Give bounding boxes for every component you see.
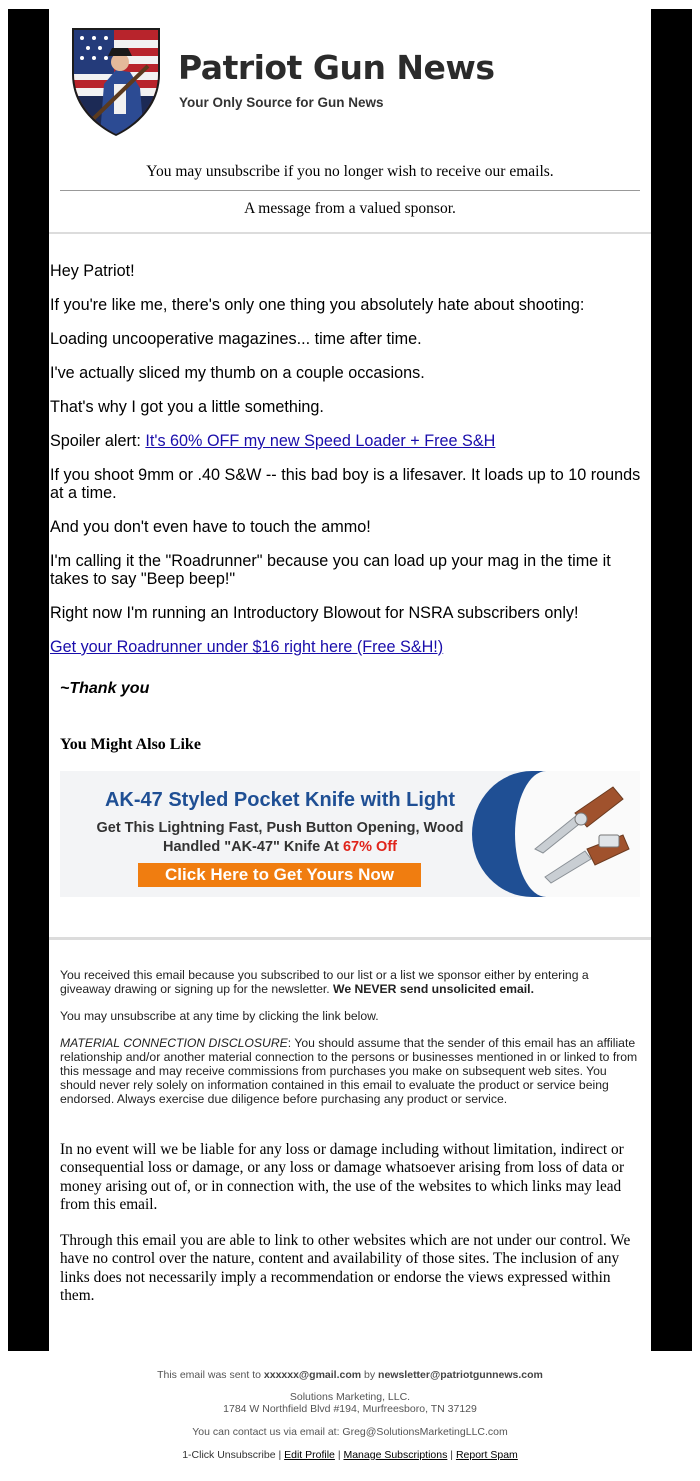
sent-prefix: This email was sent to bbox=[157, 1369, 264, 1381]
roadrunner-cta-link[interactable]: Get your Roadrunner under $16 right here (Free S&H!) bbox=[50, 638, 444, 656]
sponsor-notice: A message from a valued sponsor. bbox=[244, 200, 456, 217]
paragraph: I'm calling it the "Roadrunner" because you can load up your mag in the time it takes to say "Beep beep!" bbox=[50, 552, 611, 588]
paragraph: Loading uncooperative magazines... time after time. bbox=[50, 330, 422, 348]
banner-subtitle bbox=[60, 819, 500, 857]
banner-line-2 bbox=[60, 838, 500, 857]
separator: | bbox=[447, 1449, 456, 1461]
knife-product-icon bbox=[515, 777, 640, 892]
paragraph bbox=[50, 638, 650, 656]
patriot-shield-logo bbox=[70, 26, 162, 138]
banner-line-2-text: Handled "AK-47" Knife At bbox=[163, 839, 343, 855]
manage-subscriptions-link[interactable]: Manage Subscriptions bbox=[343, 1449, 448, 1461]
brand-tagline: Your Only Source for Gun News bbox=[179, 95, 384, 110]
disclosure bbox=[60, 1036, 642, 1106]
you-might-also-like-heading: You Might Also Like bbox=[60, 736, 201, 753]
banner-line-1: Get This Lightning Fast, Push Button Opening, Wood bbox=[96, 820, 464, 836]
header-divider bbox=[60, 190, 640, 191]
banner-discount: 67% Off bbox=[342, 839, 397, 855]
greeting: Hey Patriot! bbox=[50, 262, 135, 280]
banner-cta-button[interactable]: Click Here to Get Yours Now bbox=[138, 863, 421, 887]
received-notice bbox=[60, 968, 642, 996]
never-unsolicited: We NEVER send unsolicited email. bbox=[333, 982, 534, 996]
brand-title: Patriot Gun News bbox=[178, 48, 495, 87]
external-links-paragraph: Through this email you are able to link to other websites which are not under our control. We have no control over the nature, content and availability of those sites. The inclusion of any links does not necessarily imply a recommendation or endorse the views expressed within them. bbox=[60, 1232, 631, 1305]
knife-promo-banner[interactable] bbox=[60, 771, 640, 897]
legal-text bbox=[60, 1141, 642, 1323]
liability-paragraph: In no event will we be liable for any loss or damage including without limitation, indirect or consequential loss or damage, or any loss or damage whatsoever arising from loss of data or money arising out of, or in connection with, the use of the websites to which links may lead from this email. bbox=[60, 1141, 625, 1213]
paragraph bbox=[50, 432, 650, 450]
sent-to-line bbox=[0, 1369, 700, 1381]
company-name: Solutions Marketing, LLC. bbox=[289, 1391, 411, 1403]
contact-line: You can contact us via email at: Greg@SolutionsMarketingLLC.com bbox=[192, 1426, 508, 1438]
disclosure-label: MATERIAL CONNECTION DISCLOSURE bbox=[60, 1036, 288, 1050]
unsubscribe-any-time: You may unsubscribe at any time by clicking the link below. bbox=[60, 1009, 379, 1023]
separator: | bbox=[334, 1449, 344, 1461]
section-divider bbox=[49, 232, 651, 234]
footer-links bbox=[0, 1449, 700, 1461]
paragraph: That's why I got you a little something. bbox=[50, 398, 324, 416]
report-spam-link[interactable]: Report Spam bbox=[455, 1449, 518, 1461]
paragraph: And you don't even have to touch the ammo! bbox=[50, 518, 371, 536]
separator: | bbox=[275, 1449, 285, 1461]
one-click-unsubscribe[interactable]: 1-Click Unsubscribe bbox=[182, 1449, 276, 1461]
sent-by: by bbox=[361, 1369, 379, 1381]
paragraph: I've actually sliced my thumb on a couple occasions. bbox=[50, 364, 425, 382]
company-address: 1784 W Northfield Blvd #194, Murfreesboro, TN 37129 bbox=[223, 1403, 477, 1415]
footer-divider bbox=[49, 937, 651, 940]
received-text: You received this email because you subscribed to our list or a list we sponsor either by entering a giveaway drawing or signing up for the newsletter. bbox=[60, 968, 589, 996]
paragraph: If you're like me, there's only one thing you absolutely hate about shooting: bbox=[50, 296, 585, 314]
edit-profile-link[interactable]: Edit Profile bbox=[284, 1449, 335, 1461]
unsubscribe-notice: You may unsubscribe if you no longer wish to receive our emails. bbox=[146, 163, 554, 180]
banner-title: AK-47 Styled Pocket Knife with Light bbox=[104, 789, 456, 811]
footer-notices bbox=[60, 968, 642, 1119]
message-body bbox=[50, 262, 650, 672]
paragraph: If you shoot 9mm or .40 S&W -- this bad boy is a lifesaver. It loads up to 10 rounds at a time. bbox=[50, 466, 641, 502]
spoiler-prefix: Spoiler alert: bbox=[50, 432, 146, 450]
signoff: ~Thank you bbox=[60, 680, 150, 697]
speed-loader-offer-link[interactable]: It's 60% OFF my new Speed Loader + Free S&H bbox=[145, 432, 496, 450]
disclosure-text: : You should assume that the sender of this email has an affiliate relationship and/or another material connection to the persons or businesses mentioned in or linked to from this message and may receive commissions from purchases you make on subsequent web sites. You should never rely solely on information contained in this email to evaluate the product or service being endorsed. Always exercise due diligence before purchasing any product or service. bbox=[60, 1036, 638, 1106]
paragraph: Right now I'm running an Introductory Blowout for NSRA subscribers only! bbox=[50, 604, 579, 622]
recipient-email: xxxxxx@gmail.com bbox=[263, 1369, 362, 1381]
sender-email: newsletter@patriotgunnews.com bbox=[378, 1369, 543, 1381]
